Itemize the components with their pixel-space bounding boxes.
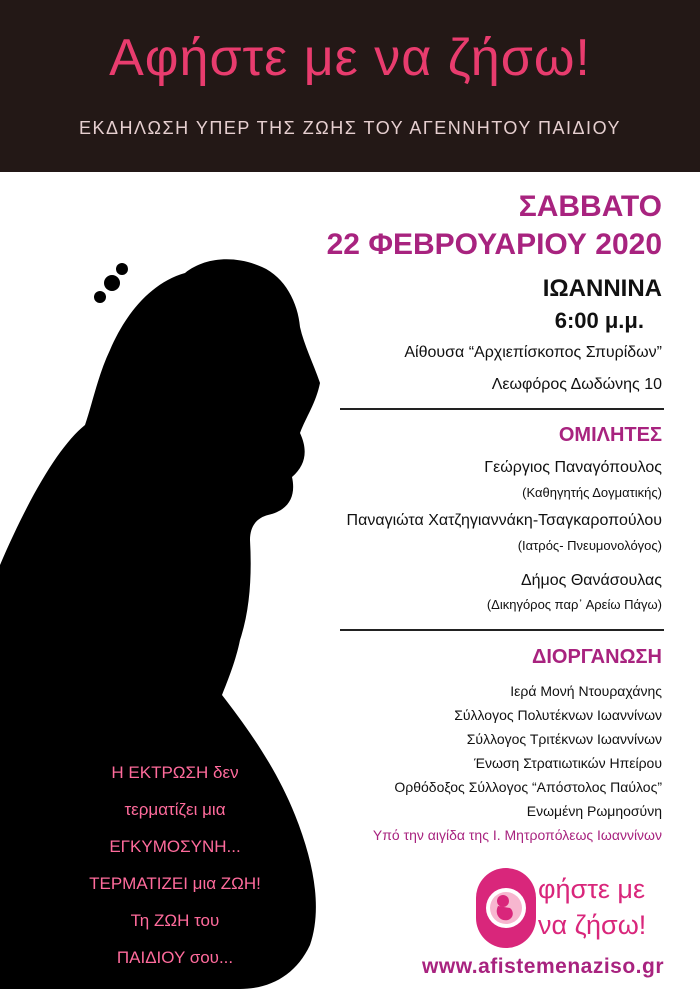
speaker-role: (Καθηγητής Δογματικής) — [522, 485, 662, 500]
speaker-role: (Ιατρός- Πνευμονολόγος) — [517, 538, 662, 553]
speaker-role: (Δικηγόρος παρ᾽ Αρείω Πάγω) — [486, 597, 662, 612]
organizer-item: Σύλλογος Πολυτέκνων Ιωαννίνων — [454, 707, 662, 723]
slogan-line: ΤΕΡΜΑΤΙΖΕΙ μια ΖΩΗ! — [89, 874, 261, 893]
logo-text-line1: φήστε με — [538, 874, 645, 904]
campaign-logo — [476, 868, 676, 950]
organizer-item: Ενωμένη Ρωμηοσύνη — [526, 803, 662, 819]
slogan-line: ΕΓΚΥΜΟΣΥΝΗ... — [109, 837, 241, 856]
event-address: Λεωφόρος Δωδώνης 10 — [491, 376, 662, 393]
event-city: ΙΩΑΝΝΙΝΑ — [542, 275, 662, 302]
slogan-line: Η ΕΚΤΡΩΣΗ δεν — [111, 763, 239, 782]
event-time: 6:00 μ.μ. — [554, 308, 644, 333]
speaker-name: Γεώργιος Παναγόπουλος — [484, 459, 662, 476]
speakers-heading: ΟΜΙΛΗΤΕΣ — [558, 424, 662, 446]
speaker-name: Δήμος Θανάσουλας — [520, 572, 662, 589]
organizer-item: Ένωση Στρατιωτικών Ηπείρου — [474, 755, 662, 771]
organizer-item: Σύλλογος Τριτέκνων Ιωαννίνων — [466, 731, 662, 747]
aegis-line: Υπό την αιγίδα της Ι. Μητροπόλεως Ιωαννίνων — [372, 827, 662, 843]
event-date: 22 ΦΕΒΡΟΥΑΡΙΟΥ 2020 — [326, 228, 662, 261]
event-day: ΣΑΒΒΑΤΟ — [518, 190, 662, 223]
organizer-item: Ιερά Μονή Ντουραχάνης — [510, 683, 662, 699]
speaker-name: Παναγιώτα Χατζηγιαννάκη-Τσαγκαροπούλου — [346, 512, 662, 529]
organizers-heading: ΔΙΟΡΓΑΝΩΣΗ — [531, 646, 662, 668]
event-venue: Αίθουσα “Αρχιεπίσκοπος Σπυρίδων” — [404, 344, 662, 361]
slogan-line: τερματίζει μια — [124, 800, 226, 819]
slogan-line: Τη ΖΩΗ του — [130, 911, 220, 930]
organizer-item: Ορθόδοξος Σύλλογος “Απόστολος Παύλος” — [394, 779, 662, 795]
event-subtitle: ΕΚΔΗΛΩΣΗ ΥΠΕΡ ΤΗΣ ΖΩΗΣ ΤΟΥ ΑΓΕΝΝΗΤΟΥ ΠΑΙΔΙΟΥ — [79, 118, 621, 138]
logo-text-line2: να ζήσω! — [538, 910, 647, 940]
divider — [340, 629, 664, 631]
slogan-line: ΠΑΙΔΙΟΥ σου... — [116, 948, 234, 967]
fetus-icon — [476, 868, 536, 948]
event-title: Αφήστε με να ζήσω! — [109, 29, 591, 87]
divider — [340, 408, 664, 410]
header-banner — [0, 0, 700, 172]
website-url[interactable]: www.afistemenaziso.gr — [422, 955, 664, 978]
